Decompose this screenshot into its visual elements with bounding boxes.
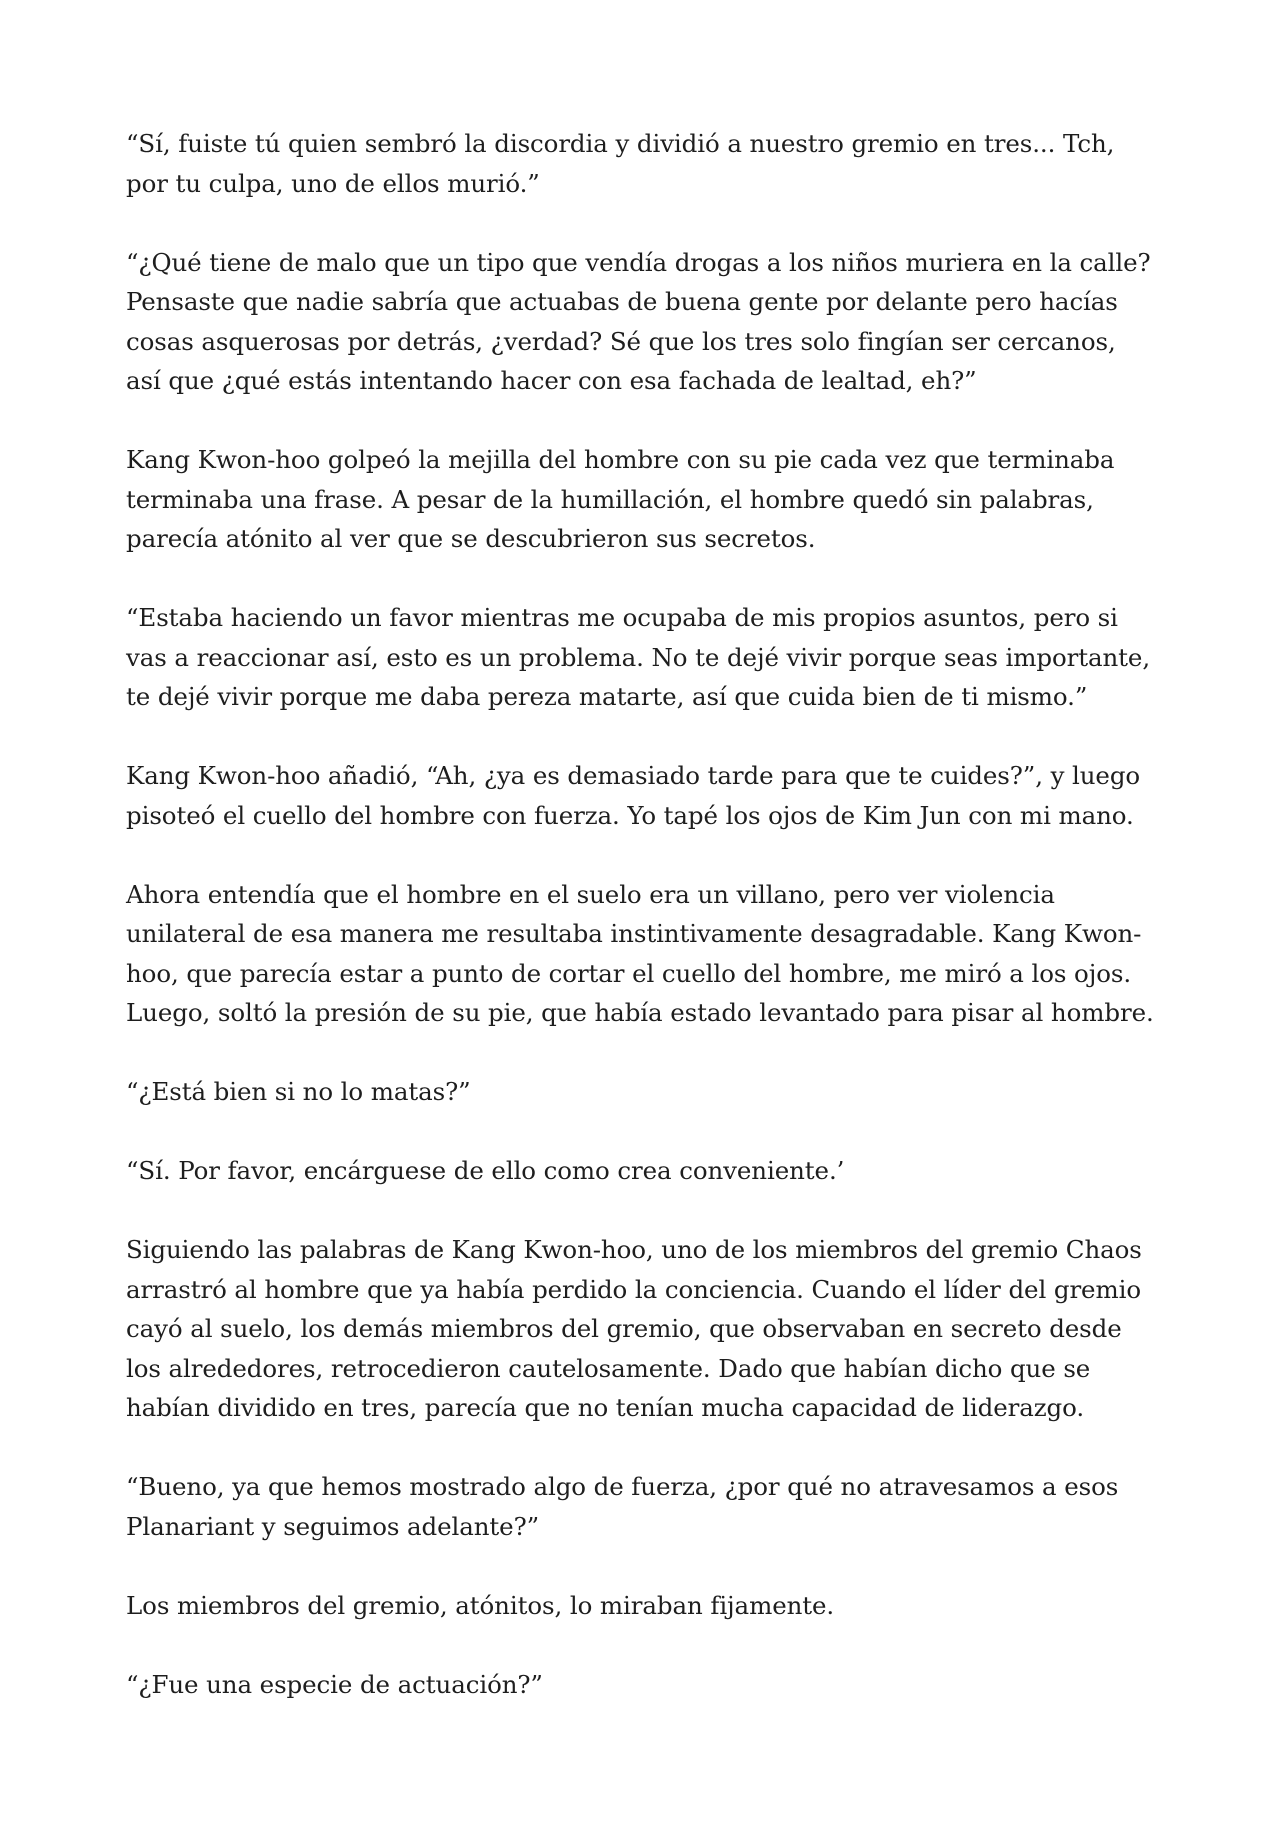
paragraph-4: “Estaba haciendo un favor mientras me ocupaba de mis propios asuntos, pero si vas a reaccionar así, esto es un problema. No te dejé vivir porque seas importante, te dejé vivir porque me daba pereza matarte, así que cuida bien de ti mismo.” (126, 603, 1151, 711)
paragraph-11: Los miembros del gremio, atónitos, lo miraban fijamente. (126, 1590, 835, 1620)
paragraph-8: “Sí. Por favor, encárguese de ello como crea conveniente.’ (126, 1156, 845, 1185)
paragraph-7: “¿Está bien si no lo matas?” (126, 1077, 471, 1106)
paragraph-6: Ahora entendía que el hombre en el suelo era un villano, pero ver violencia unilateral de esa manera me resultaba instintivamente desagradable. Kang Kwon-hoo, que parecía estar a punto de cortar el cuello del hombre, me miró a los ojos. Luego, soltó la presión de su pie, que había estado levantado para pisar al hombre. (126, 879, 1154, 1027)
paragraph-9: Siguiendo las palabras de Kang Kwon-hoo, uno de los miembros del gremio Chaos arrastró al hombre que ya había perdido la conciencia. Cuando el líder del gremio cayó al suelo, los demás miembros del gremio, que observaban en secreto desde los alrededores, retrocedieron cautelosamente. Dado que habían dicho que se habían dividido en tres, parecía que no tenían mucha capacidad de liderazgo. (126, 1235, 1142, 1422)
paragraph-10: “Bueno, ya que hemos mostrado algo de fuerza, ¿por qué no atravesamos a esos Planariant y seguimos adelante?” (126, 1472, 1119, 1541)
paragraph-1: “Sí, fuiste tú quien sembró la discordia y dividió a nuestro gremio en tres... Tch, por tu culpa, uno de ellos murió.” (126, 129, 1115, 198)
paragraph-12: “¿Fue una especie de actuación?” (126, 1669, 543, 1699)
paragraph-2: “¿Qué tiene de malo que un tipo que vendía drogas a los niños muriera en la calle? Pensaste que nadie sabría que actuabas de buena gente por delante pero hacías cosas asquerosas por detrás, ¿verdad? Sé que los tres solo fingían ser cercanos, así que ¿qué estás intentando hacer con esa fachada de lealtad, eh?” (126, 247, 1151, 395)
paragraph-5: Kang Kwon-hoo añadió, “Ah, ¿ya es demasiado tarde para que te cuides?”, y luego pisoteó el cuello del hombre con fuerza. Yo tapé los ojos de Kim Jun con mi mano. (126, 761, 1141, 830)
paragraph-3: Kang Kwon-hoo golpeó la mejilla del hombre con su pie cada vez que terminaba terminaba una frase. A pesar de la humillación, el hombre quedó sin palabras, parecía atónito al ver que se descubrieron sus secretos. (126, 445, 1115, 553)
document-body (126, 124, 1156, 1744)
